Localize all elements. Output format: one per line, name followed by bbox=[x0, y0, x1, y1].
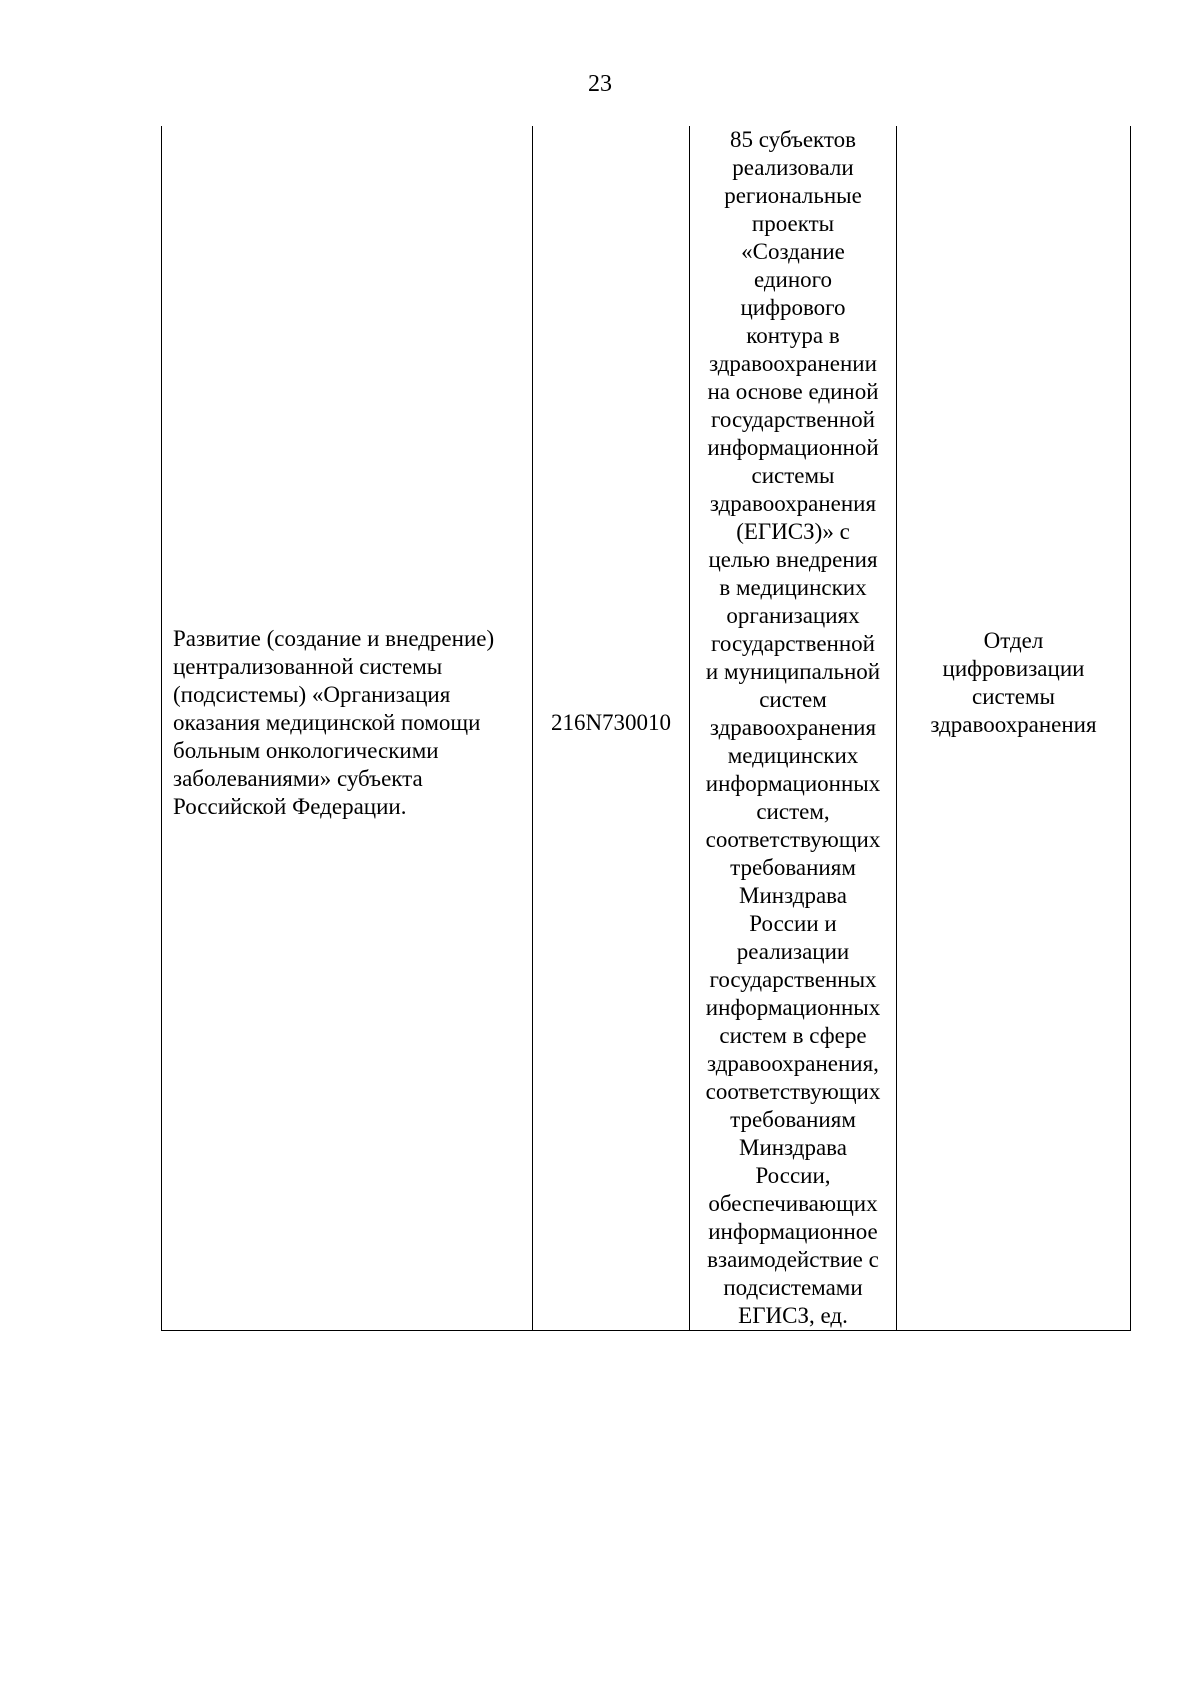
measure-code: 216N730010 bbox=[550, 710, 672, 735]
measures-table bbox=[161, 126, 1131, 1331]
measure-name-cell bbox=[162, 126, 533, 1331]
responsible-cell bbox=[897, 126, 1131, 1331]
measure-code-cell bbox=[533, 126, 690, 1331]
indicator-cell bbox=[690, 126, 897, 1331]
responsible-department: Отдел цифровизации системы здравоохранения bbox=[930, 628, 1097, 737]
page-number: 23 bbox=[588, 71, 612, 97]
measure-name: Развитие (создание и внедрение) централизованной системы (подсистемы) «Организация оказания медицинской помощи больным онкологическими заболеваниями» субъекта Российской Федерации. bbox=[173, 626, 495, 819]
table-row bbox=[162, 126, 1131, 1331]
indicator-text: 85 субъектов реализовали региональные проекты «Создание единого цифрового контура в здравоохранении на основе единой государственной информационной системы здравоохранения (ЕГИСЗ)» с целью внедрения в медицинских организациях государственной и муниципальной систем здравоохранения медицинских информационных систем, соответствующих требованиям Минздрава России и реализации государственных информационных систем в сфере здравоохранения, соответствующих требованиям Минздрава России, обеспечивающих информационное взаимодействие с подсистемами ЕГИСЗ, ед. bbox=[705, 127, 881, 1328]
